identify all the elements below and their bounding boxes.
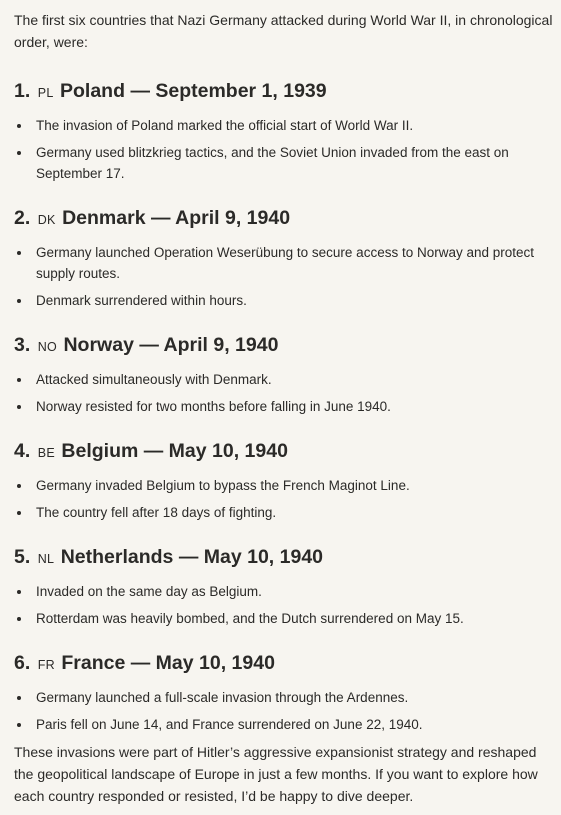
- country-code: DK: [37, 213, 56, 227]
- list-item: The country fell after 18 days of fighting.: [14, 502, 553, 523]
- intro-paragraph: The first six countries that Nazi Germany attacked during World War II, in chronological order, were:: [14, 12, 553, 50]
- attack-date: — April 9, 1940: [150, 207, 291, 229]
- list-item: Paris fell on June 14, and France surrendered on June 22, 1940.: [14, 714, 553, 735]
- list-item: Germany launched Operation Weserübung to secure access to Norway and protect supply routes.: [14, 242, 553, 284]
- heading-number: 2.: [14, 207, 31, 229]
- closing-paragraph: These invasions were part of Hitler’s aggressive expansionist strategy and reshaped the geopolitical landscape of Europe in just a few months. If you want to explore how each country responded or resisted, I’d be happy to dive deeper.: [14, 744, 538, 804]
- country-section-denmark: [14, 205, 553, 311]
- country-heading: [14, 650, 553, 678]
- country-code: PL: [37, 86, 54, 100]
- attack-date: — May 10, 1940: [178, 546, 324, 568]
- attack-date: — April 9, 1940: [139, 334, 279, 356]
- country-section-poland: [14, 78, 553, 184]
- country-section-norway: [14, 332, 553, 417]
- heading-number: 5.: [14, 546, 31, 568]
- country-code: FR: [37, 658, 55, 672]
- country-code: BE: [37, 446, 55, 460]
- bullet-list: [14, 687, 553, 735]
- country-section-france: [14, 650, 553, 735]
- list-item: Attacked simultaneously with Denmark.: [14, 369, 553, 390]
- heading-number: 1.: [14, 80, 31, 102]
- country-heading: [14, 78, 553, 106]
- country-heading: [14, 438, 553, 466]
- country-section-belgium: [14, 438, 553, 523]
- bullet-list: [14, 115, 553, 184]
- country-code: NL: [37, 552, 55, 566]
- bullet-list: [14, 581, 553, 629]
- list-item: Norway resisted for two months before falling in June 1940.: [14, 396, 553, 417]
- country-name: France: [61, 652, 126, 674]
- country-name: Norway: [63, 334, 134, 356]
- attack-date: — May 10, 1940: [130, 652, 275, 674]
- country-section-netherlands: [14, 544, 553, 629]
- country-heading: [14, 544, 553, 572]
- bullet-list: [14, 475, 553, 523]
- list-item: Rotterdam was heavily bombed, and the Dutch surrendered on May 15.: [14, 608, 553, 629]
- country-name: Denmark: [62, 207, 146, 229]
- heading-number: 4.: [14, 440, 31, 462]
- list-item: Invaded on the same day as Belgium.: [14, 581, 553, 602]
- country-heading: [14, 332, 553, 360]
- bullet-list: [14, 369, 553, 417]
- bullet-list: [14, 242, 553, 311]
- country-name: Poland: [60, 80, 126, 102]
- country-name: Netherlands: [60, 546, 174, 568]
- country-heading: [14, 205, 553, 233]
- list-item: Germany used blitzkrieg tactics, and the Soviet Union invaded from the east on September 17.: [14, 142, 553, 184]
- list-item: Germany launched a full-scale invasion through the Ardennes.: [14, 687, 553, 708]
- country-name: Belgium: [61, 440, 139, 462]
- attack-date: — May 10, 1940: [143, 440, 288, 462]
- list-item: The invasion of Poland marked the official start of World War II.: [14, 115, 553, 136]
- list-item: Denmark surrendered within hours.: [14, 290, 553, 311]
- country-code: NO: [37, 340, 58, 354]
- attack-date: — September 1, 1939: [130, 80, 327, 102]
- list-item: Germany invaded Belgium to bypass the French Maginot Line.: [14, 475, 553, 496]
- heading-number: 3.: [14, 334, 31, 356]
- heading-number: 6.: [14, 652, 31, 674]
